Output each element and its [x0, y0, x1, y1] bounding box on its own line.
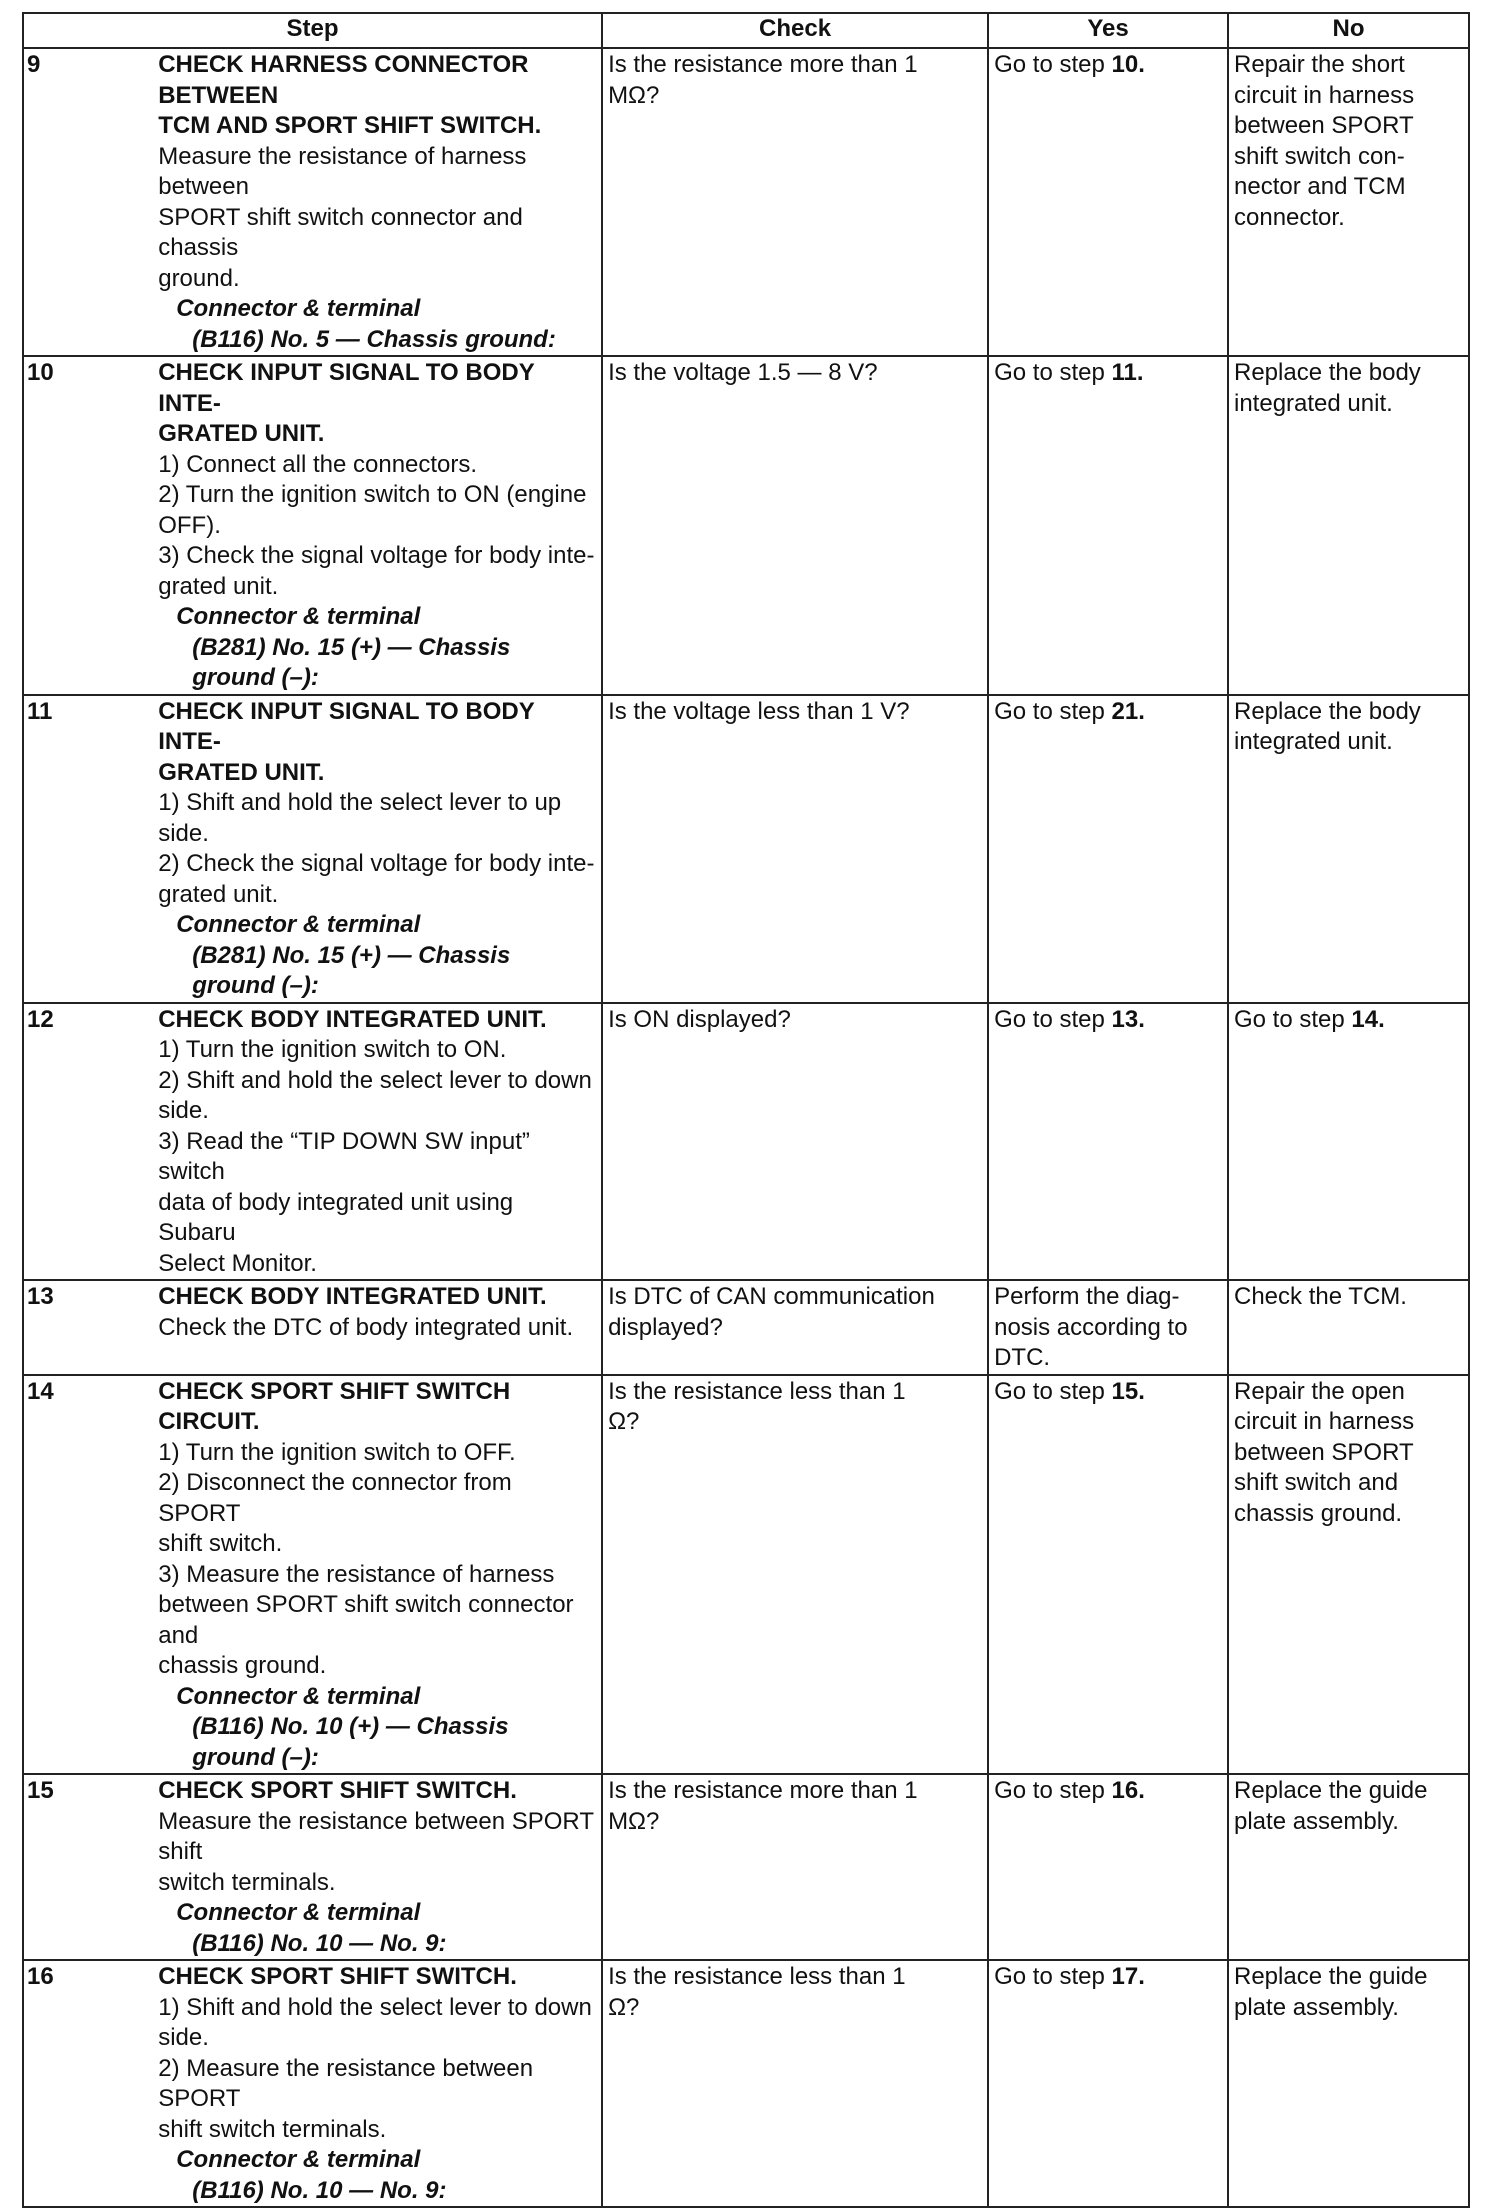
yes-step-ref: 13.: [1111, 1005, 1145, 1033]
table-row: [23, 695, 1469, 1003]
check-text: MΩ?: [608, 1807, 660, 1835]
connector-terminal: (B116) No. 10 — No. 9:: [192, 2176, 447, 2204]
step-title: CHECK INPUT SIGNAL TO BODY INTE-: [158, 359, 535, 417]
step-title: CHECK HARNESS CONNECTOR BETWEEN: [158, 51, 529, 109]
yes-text: Go to step: [994, 697, 1112, 725]
step-number: 9: [23, 48, 158, 356]
yes-text: DTC.: [994, 1344, 1051, 1371]
check-text: Is the resistance more than 1: [608, 1777, 918, 1804]
step-number: 10: [23, 356, 158, 695]
step-title: GRATED UNIT.: [158, 420, 325, 447]
no-text: integrated unit.: [1234, 728, 1393, 755]
no-text: connector.: [1234, 203, 1345, 231]
step-instruction: Measure the resistance between SPORT shift: [158, 1807, 594, 1865]
step-description: [158, 48, 602, 356]
no-cell: [1228, 356, 1469, 695]
step-instruction: Select Monitor.: [158, 1249, 317, 1277]
step-instruction: SPORT shift switch connector and chassis: [158, 203, 523, 261]
check-cell: [602, 1774, 988, 1960]
yes-text: Perform the diag-: [994, 1283, 1180, 1310]
step-instruction: grated unit.: [158, 572, 279, 600]
check-cell: [602, 1003, 988, 1281]
yes-text: nosis according to: [994, 1313, 1188, 1341]
step-description: [158, 1774, 602, 1960]
connector-label: Connector & terminal: [176, 1899, 421, 1926]
yes-step-ref: 16.: [1111, 1777, 1145, 1804]
yes-cell: [988, 48, 1228, 356]
header-step: Step: [23, 13, 602, 48]
check-text: Ω?: [608, 1993, 640, 2021]
step-description: [158, 1375, 602, 1775]
step-number: 16: [23, 1960, 158, 2207]
step-instruction: 3) Read the “TIP DOWN SW input” switch: [158, 1127, 530, 1185]
connector-terminal: (B281) No. 15 (+) — Chassis ground (–):: [192, 941, 511, 999]
check-text: Is the voltage 1.5 — 8 V?: [608, 359, 878, 386]
step-instruction: switch terminals.: [158, 1868, 336, 1896]
connector-label: Connector & terminal: [176, 911, 421, 938]
no-cell: [1228, 1003, 1469, 1281]
check-cell: [602, 1375, 988, 1775]
step-instruction: ground.: [158, 264, 240, 292]
step-instruction: chassis ground.: [158, 1652, 327, 1679]
check-cell: [602, 356, 988, 695]
step-title: CHECK SPORT SHIFT SWITCH CIRCUIT.: [158, 1377, 511, 1435]
check-cell: [602, 48, 988, 356]
step-number: 11: [23, 695, 158, 1003]
no-text: between SPORT: [1234, 112, 1414, 139]
table-row: [23, 1003, 1469, 1281]
diagnostic-table: [22, 12, 1470, 2208]
step-number: 14: [23, 1375, 158, 1775]
no-text: circuit in harness: [1234, 1408, 1415, 1435]
check-text: Is the resistance more than 1: [608, 51, 918, 78]
no-text: integrated unit.: [1234, 389, 1393, 417]
step-instruction: data of body integrated unit using Subaru: [158, 1188, 514, 1246]
connector-terminal: (B116) No. 5 — Chassis ground:: [192, 325, 556, 353]
step-instruction: Check the DTC of body integrated unit.: [158, 1313, 574, 1341]
step-instruction: shift switch terminals.: [158, 2115, 387, 2143]
no-text: shift switch and: [1234, 1469, 1399, 1496]
step-title: TCM AND SPORT SHIFT SWITCH.: [158, 112, 542, 139]
step-instruction: 3) Measure the resistance of harness: [158, 1560, 555, 1588]
step-instruction: 2) Check the signal voltage for body inte-: [158, 850, 595, 877]
table-body: [23, 48, 1469, 2207]
no-cell: [1228, 1375, 1469, 1775]
yes-cell: [988, 1375, 1228, 1775]
yes-step-ref: 17.: [1111, 1963, 1145, 1990]
step-number: 13: [23, 1280, 158, 1375]
step-instruction: OFF).: [158, 511, 221, 539]
no-cell: [1228, 48, 1469, 356]
connector-terminal: (B281) No. 15 (+) — Chassis ground (–):: [192, 633, 511, 691]
step-title: CHECK BODY INTEGRATED UNIT.: [158, 1283, 547, 1310]
no-text: circuit in harness: [1234, 81, 1415, 109]
yes-cell: [988, 695, 1228, 1003]
no-text: nector and TCM: [1234, 173, 1406, 200]
yes-step-ref: 10.: [1111, 51, 1145, 78]
yes-text: Go to step: [994, 1963, 1112, 1990]
no-text: between SPORT: [1234, 1438, 1414, 1466]
yes-text: Go to step: [994, 359, 1112, 386]
step-number: 15: [23, 1774, 158, 1960]
step-description: [158, 695, 602, 1003]
no-cell: [1228, 1960, 1469, 2207]
step-title: CHECK SPORT SHIFT SWITCH.: [158, 1777, 517, 1804]
connector-label: Connector & terminal: [176, 2146, 421, 2173]
step-title: CHECK BODY INTEGRATED UNIT.: [158, 1005, 547, 1033]
table-row: [23, 1375, 1469, 1775]
no-text: Replace the guide: [1234, 1963, 1428, 1990]
step-description: [158, 1960, 602, 2207]
table-row: [23, 356, 1469, 695]
yes-cell: [988, 1280, 1228, 1375]
step-title: CHECK INPUT SIGNAL TO BODY INTE-: [158, 697, 535, 755]
check-text: Is the voltage less than 1 V?: [608, 697, 910, 725]
header-check: Check: [602, 13, 988, 48]
step-instruction: shift switch.: [158, 1530, 283, 1557]
yes-text: Go to step: [994, 1777, 1112, 1804]
connector-terminal: (B116) No. 10 — No. 9:: [192, 1929, 447, 1957]
table-row: [23, 48, 1469, 356]
header-no: No: [1228, 13, 1469, 48]
step-instruction: 1) Shift and hold the select lever to up side.: [158, 789, 562, 847]
table-row: [23, 1774, 1469, 1960]
check-text: displayed?: [608, 1313, 723, 1341]
yes-text: Go to step: [994, 1377, 1112, 1405]
check-text: Ω?: [608, 1408, 640, 1435]
table-row: [23, 1960, 1469, 2207]
step-instruction: 1) Connect all the connectors.: [158, 450, 478, 478]
step-instruction: 3) Check the signal voltage for body inte-: [158, 542, 595, 569]
yes-step-ref: 21.: [1111, 697, 1145, 725]
check-text: Is the resistance less than 1: [608, 1377, 906, 1405]
step-instruction: 2) Turn the ignition switch to ON (engine: [158, 481, 587, 508]
no-cell: [1228, 1280, 1469, 1375]
yes-cell: [988, 1003, 1228, 1281]
step-title: CHECK SPORT SHIFT SWITCH.: [158, 1963, 517, 1990]
step-instruction: Measure the resistance of harness between: [158, 142, 527, 200]
check-cell: [602, 1960, 988, 2207]
header-yes: Yes: [988, 13, 1228, 48]
step-description: [158, 356, 602, 695]
check-text: Is DTC of CAN communication: [608, 1283, 935, 1310]
step-instruction: 2) Measure the resistance between SPORT: [158, 2054, 534, 2112]
step-description: [158, 1280, 602, 1375]
yes-step-ref: 15.: [1111, 1377, 1145, 1405]
step-instruction: 2) Shift and hold the select lever to down side.: [158, 1066, 592, 1124]
no-text: chassis ground.: [1234, 1499, 1403, 1527]
no-text: Replace the body: [1234, 359, 1421, 386]
step-instruction: grated unit.: [158, 880, 279, 908]
no-cell: [1228, 1774, 1469, 1960]
no-step-ref: 14.: [1351, 1005, 1385, 1033]
no-text: Go to step: [1234, 1005, 1352, 1033]
step-instruction: 1) Turn the ignition switch to ON.: [158, 1036, 507, 1063]
check-text: Is the resistance less than 1: [608, 1963, 906, 1990]
no-cell: [1228, 695, 1469, 1003]
check-cell: [602, 695, 988, 1003]
connector-label: Connector & terminal: [176, 295, 421, 322]
yes-cell: [988, 356, 1228, 695]
table-row: [23, 1280, 1469, 1375]
yes-cell: [988, 1774, 1228, 1960]
step-instruction: 2) Disconnect the connector from SPORT: [158, 1469, 512, 1527]
step-instruction: 1) Turn the ignition switch to OFF.: [158, 1438, 516, 1466]
no-text: plate assembly.: [1234, 1993, 1399, 2021]
check-text: Is ON displayed?: [608, 1005, 791, 1033]
step-instruction: between SPORT shift switch connector and: [158, 1591, 574, 1649]
no-text: plate assembly.: [1234, 1807, 1399, 1835]
no-text: Repair the open: [1234, 1377, 1405, 1405]
no-text: Repair the short: [1234, 51, 1405, 78]
step-title: GRATED UNIT.: [158, 758, 325, 786]
no-text: Check the TCM.: [1234, 1283, 1407, 1310]
yes-cell: [988, 1960, 1228, 2207]
step-instruction: 1) Shift and hold the select lever to down side.: [158, 1993, 592, 2051]
no-text: Replace the guide: [1234, 1777, 1428, 1804]
yes-text: Go to step: [994, 51, 1112, 78]
connector-label: Connector & terminal: [176, 603, 421, 630]
yes-step-ref: 11.: [1111, 359, 1144, 386]
step-number: 12: [23, 1003, 158, 1281]
connector-label: Connector & terminal: [176, 1682, 421, 1710]
check-text: MΩ?: [608, 81, 660, 109]
step-description: [158, 1003, 602, 1281]
check-cell: [602, 1280, 988, 1375]
table-header-row: [23, 13, 1469, 48]
yes-text: Go to step: [994, 1005, 1112, 1033]
no-text: Replace the body: [1234, 697, 1421, 725]
no-text: shift switch con-: [1234, 142, 1405, 170]
connector-terminal: (B116) No. 10 (+) — Chassis ground (–):: [192, 1713, 509, 1771]
